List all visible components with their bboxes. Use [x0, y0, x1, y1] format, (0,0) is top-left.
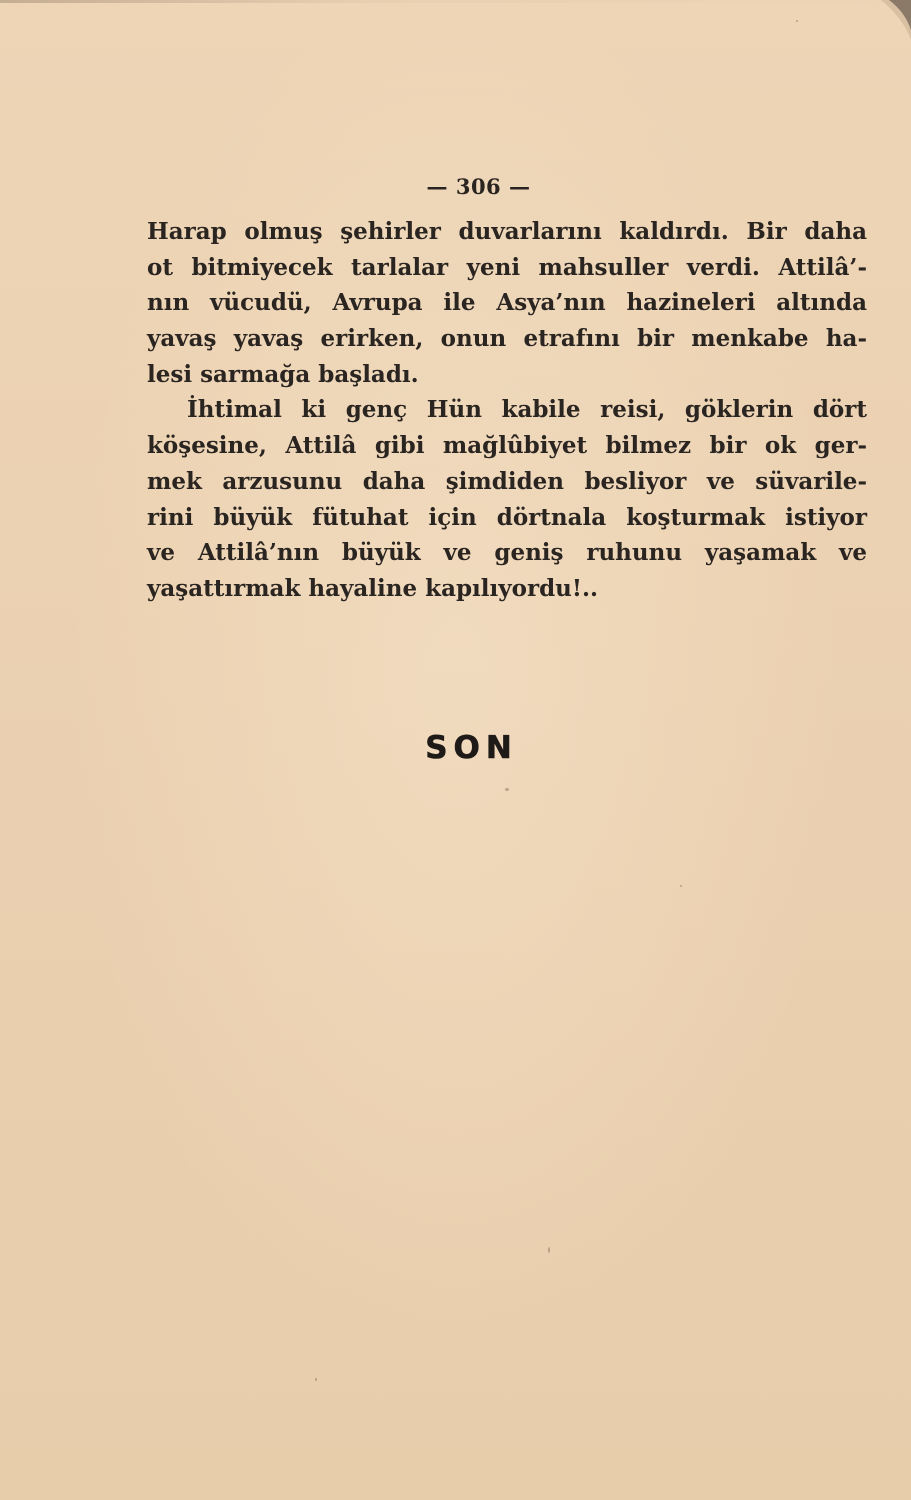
- text-line: mek arzusunu daha şimdiden besliyor ve süvarile-: [147, 467, 867, 495]
- paper-speck: [548, 1247, 550, 1253]
- paper-speck: [315, 1378, 317, 1381]
- page-number: — 306 —: [426, 174, 531, 199]
- body-text: [147, 214, 867, 607]
- end-mark: SON: [425, 730, 518, 766]
- text-line: yavaş yavaş erirken, onun etrafını bir menkabe ha-: [147, 325, 867, 353]
- text-line: rini büyük fütuhat için dörtnala koşturmak istiyor: [147, 503, 867, 531]
- text-line: ot bitmiyecek tarlalar yeni mahsuller verdi. Attilâ’-: [147, 253, 867, 281]
- text-line: İhtimal ki genç Hün kabile reisi, göklerin dört: [187, 396, 867, 424]
- paper-speck: [796, 20, 798, 22]
- text-line: lesi sarmağa başladı.: [147, 360, 419, 388]
- page-top-edge-shadow: [0, 0, 911, 3]
- paper-speck: [680, 885, 682, 887]
- text-line: köşesine, Attilâ gibi mağlûbiyet bilmez bir ok ger-: [147, 432, 867, 460]
- text-line: nın vücudü, Avrupa ile Asya’nın hazineleri altında: [147, 289, 867, 317]
- text-line: ve Attilâ’nın büyük ve geniş ruhunu yaşamak ve: [147, 539, 867, 567]
- text-line: yaşattırmak hayaline kapılıyordu!..: [147, 574, 599, 602]
- paper-speck: [505, 788, 509, 791]
- text-line: Harap olmuş şehirler duvarlarını kaldırdı. Bir daha: [147, 218, 867, 245]
- page-corner-fold: [881, 0, 911, 40]
